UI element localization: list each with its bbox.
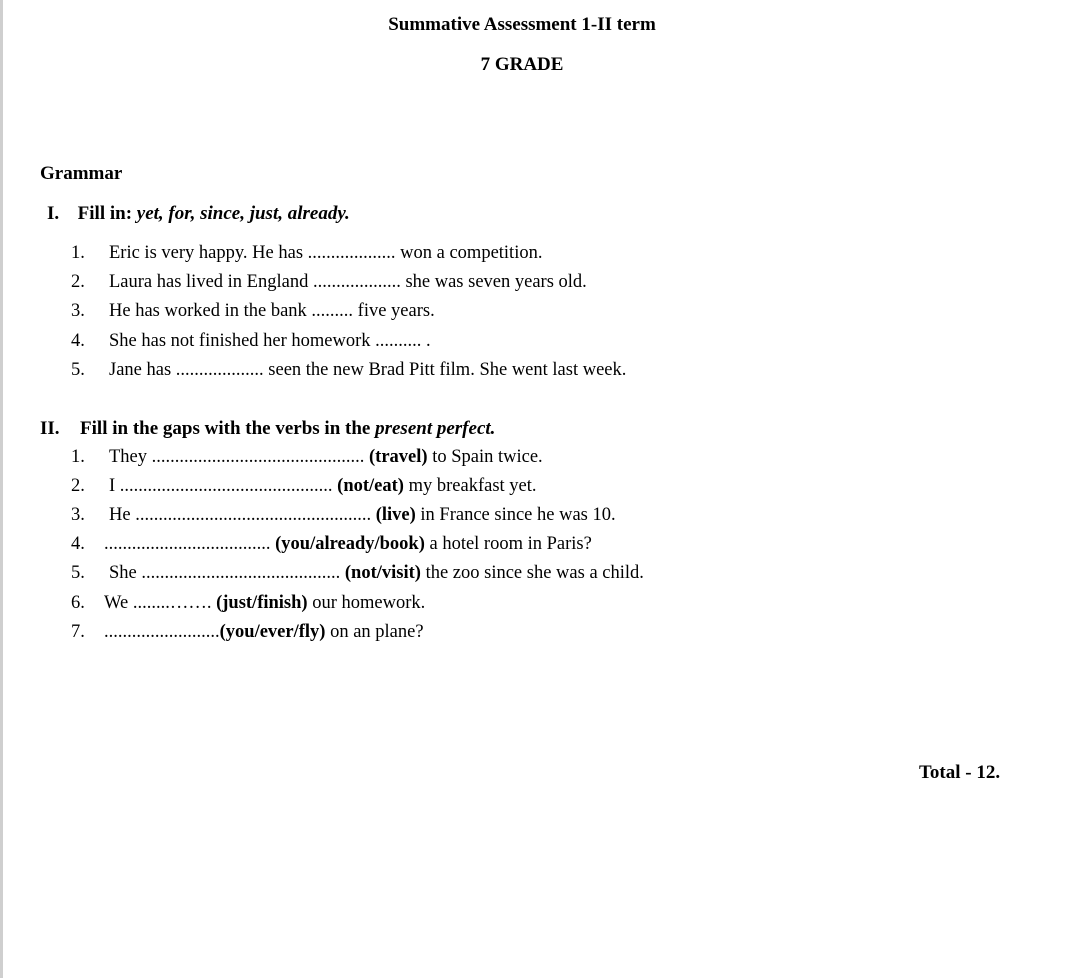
item-lead: He ...................................................: [109, 505, 376, 525]
item-verb: (just/finish): [216, 593, 308, 613]
total-score: Total - 12.: [919, 762, 1001, 783]
task2-item: [71, 563, 644, 584]
item-lead: I ..............................................: [109, 476, 338, 496]
task2-item: [71, 534, 592, 555]
task2-item: [71, 476, 537, 497]
item-number: 2.: [71, 272, 85, 292]
item-text: Jane has ................... seen the new Brad Pitt film. She went last week.: [109, 360, 627, 380]
task2-heading: [40, 418, 495, 440]
item-tail: a hotel room in Paris?: [424, 534, 592, 554]
item-verb: (you/already/book): [275, 534, 425, 554]
item-tail: in France since he was 10.: [415, 505, 616, 525]
item-text: Laura has lived in England ................... she was seven years old.: [109, 272, 587, 292]
item-tail: our homework.: [307, 593, 426, 613]
task1-label: Fill in:: [77, 203, 137, 224]
item-verb: (not/eat): [337, 476, 404, 496]
item-number: 3.: [71, 505, 85, 525]
item-number: 4.: [71, 534, 85, 554]
item-number: 4.: [71, 331, 85, 351]
task2-item: [71, 593, 426, 614]
task1-item: [71, 301, 435, 322]
item-number: 5.: [71, 563, 85, 583]
task2-tense: present perfect.: [375, 418, 496, 439]
task2-item: [71, 505, 616, 526]
item-number: 7.: [71, 622, 85, 642]
section-heading: Grammar: [40, 163, 123, 184]
item-lead: ....................................: [104, 534, 276, 554]
item-verb: (live): [375, 505, 416, 525]
task1-words: yet, for, since, just, already.: [136, 203, 350, 224]
task1-number: I.: [47, 203, 60, 224]
item-tail: to Spain twice.: [427, 447, 543, 467]
item-number: 1.: [71, 447, 85, 467]
item-tail: my breakfast yet.: [403, 476, 537, 496]
item-number: 1.: [71, 243, 85, 263]
item-tail: on an plane?: [325, 622, 424, 642]
item-tail: the zoo since she was a child.: [420, 563, 644, 583]
document-title: Summative Assessment 1-II term: [388, 14, 656, 35]
item-text: Eric is very happy. He has ................... won a competition.: [109, 243, 543, 263]
task1-item: [71, 331, 431, 352]
item-number: 3.: [71, 301, 85, 321]
item-number: 2.: [71, 476, 85, 496]
task1-item: [71, 272, 587, 293]
item-verb: (you/ever/fly): [219, 622, 326, 642]
item-lead: We ........…….: [104, 593, 217, 613]
item-text: He has worked in the bank ......... five years.: [109, 301, 435, 321]
item-lead: .........................: [104, 622, 220, 642]
task2-number: II.: [40, 418, 60, 439]
item-number: 5.: [71, 360, 85, 380]
item-number: 6.: [71, 593, 85, 613]
task1-item: [71, 360, 627, 381]
item-lead: They ..............................................: [109, 447, 370, 467]
task2-item: [71, 622, 424, 643]
item-verb: (travel): [369, 447, 428, 467]
page-left-edge: [0, 0, 3, 978]
task2-item: [71, 447, 543, 468]
item-text: She has not finished her homework .......... .: [109, 331, 431, 351]
task1-item: [71, 243, 543, 264]
item-verb: (not/visit): [344, 563, 421, 583]
grade-heading: 7 GRADE: [480, 54, 564, 75]
item-lead: She ...........................................: [109, 563, 345, 583]
task2-label: Fill in the gaps with the verbs in the: [80, 418, 376, 439]
task1-heading: [47, 203, 350, 225]
